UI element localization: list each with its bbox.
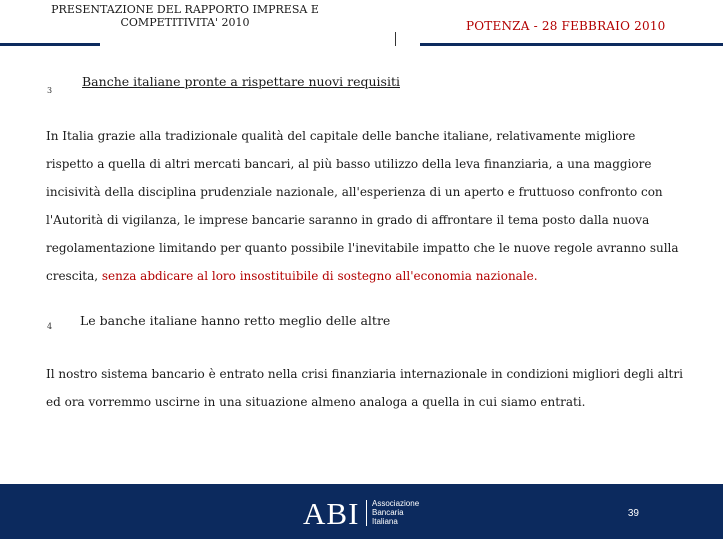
abi-logo-line2: Bancaria bbox=[372, 508, 404, 517]
footer-bar bbox=[0, 484, 723, 539]
header-presentation-title bbox=[40, 3, 330, 29]
section1-body-text: In Italia grazie alla tradizionale qualità del capitale delle banche italiane, relativamente migliore rispetto a quella di altri mercati bancari, al più basso utilizzo della leva finanziaria, a una maggiore incisività della disciplina prudenziale nazionale, all'esperienza di un aperto e fruttuoso confronto con l'Autorità di vigilanza, le imprese bancarie saranno in grado di affrontare il tema posto dalla nuova regolamentazione limitando per quanto possibile l'inevitabile impatto che le nuove regole avranno sulla crescita, bbox=[46, 129, 679, 283]
header-event-date: POTENZA - 28 FEBBRAIO 2010 bbox=[466, 19, 666, 33]
abi-logo-mark: ABI bbox=[303, 496, 360, 531]
header-title-line1: PRESENTAZIONE DEL RAPPORTO IMPRESA E bbox=[51, 3, 319, 16]
abi-logo-line1: Associazione bbox=[372, 499, 420, 508]
header-separator bbox=[395, 32, 396, 46]
abi-logo-line3: Italiana bbox=[372, 517, 398, 526]
section1-title: Banche italiane pronte a rispettare nuovi requisiti bbox=[82, 74, 400, 89]
page-number: 39 bbox=[627, 508, 639, 519]
section1-body-highlight: senza abdicare al loro insostituibile di sostegno all'economia nazionale. bbox=[101, 269, 538, 283]
abi-logo-divider bbox=[366, 500, 367, 526]
header-rule-left bbox=[0, 43, 100, 46]
section2-body: Il nostro sistema bancario è entrato nella crisi finanziaria internazionale in condizioni migliori degli altri ed ora vorremmo uscirne in una situazione almeno analoga a quella in cui siamo entrati. bbox=[46, 367, 683, 409]
section2-title: Le banche italiane hanno retto meglio delle altre bbox=[80, 313, 391, 328]
section1-bullet: 3 bbox=[47, 86, 53, 95]
header-rule-right bbox=[420, 43, 723, 46]
section2-bullet: 4 bbox=[47, 322, 53, 331]
header-title-line2: COMPETITIVITA' 2010 bbox=[120, 16, 250, 29]
section1-body bbox=[46, 122, 686, 290]
abi-logo-text bbox=[372, 499, 419, 526]
